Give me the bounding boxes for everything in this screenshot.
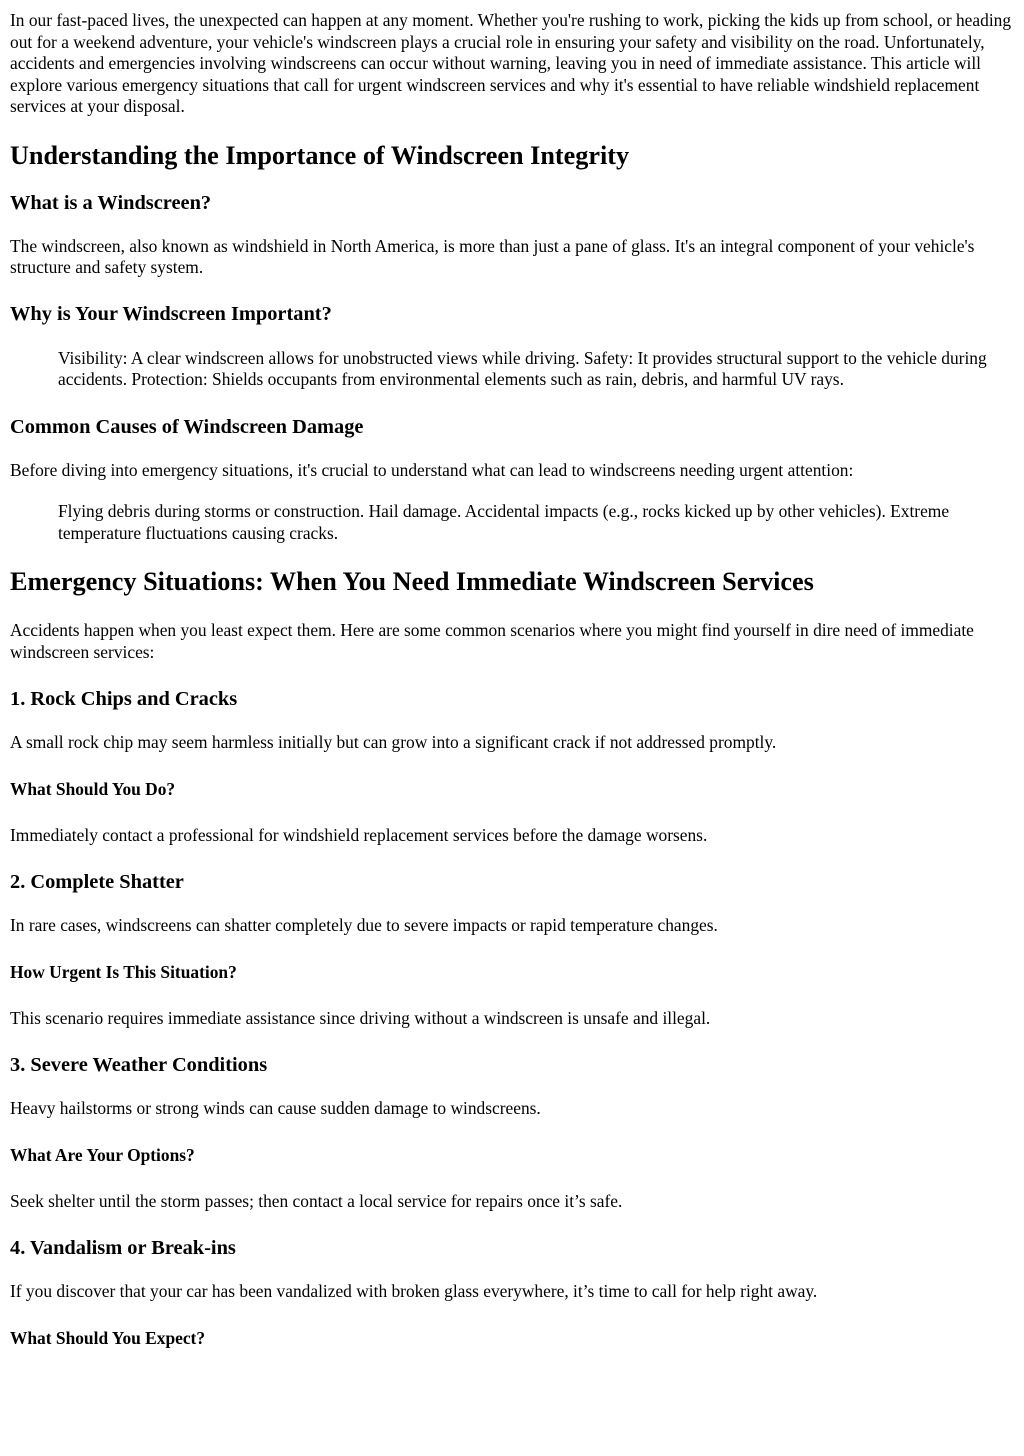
subheading-why-important: Why is Your Windscreen Important? [10, 302, 332, 325]
subheading-what-should-you-do: What Should You Do? [10, 778, 176, 799]
blockquote-why-important: Visibility: A clear windscreen allows for unobstructed views while driving. Safety: It provides structural support to the vehicle during accidents. Protection: Shields occupants from environmental elements such as rain, debris, and harmful UV rays. [58, 347, 987, 389]
subheading-what-are-your-options: What Are Your Options? [10, 1144, 195, 1165]
subheading-vandalism: 4. Vandalism or Break-ins [10, 1237, 236, 1259]
section-heading-emergency: Emergency Situations: When You Need Immediate Windscreen Services [10, 567, 814, 596]
subheading-how-urgent: How Urgent Is This Situation? [10, 961, 237, 982]
blockquote-common-causes: Flying debris during storms or construction. Hail damage. Accidental impacts (e.g., rocks kicked up by other vehicles). Extreme temperature fluctuations causing cracks. [58, 501, 950, 543]
paragraph-vandalism: If you discover that your car has been vandalized with broken glass everywhere, it’s time to call for help right away. [10, 1281, 818, 1301]
section-heading-importance: Understanding the Importance of Windscreen Integrity [10, 140, 630, 170]
subheading-what-should-you-expect: What Should You Expect? [10, 1327, 206, 1348]
paragraph-common-causes: Before diving into emergency situations, it's crucial to understand what can lead to windscreens needing urgent attention: [10, 459, 854, 480]
intro-paragraph: In our fast-paced lives, the unexpected can happen at any moment. Whether you're rushing to work, picking the kids up from school, or heading out for a weekend adventure, your vehicle's windscreen plays a crucial role in ensuring your safety and visibility on the road. Unfortunately, accidents and emergencies involving windscreens can occur without warning, leaving you in need of immediate assistance. This article will explore various emergency situations that call for urgent windscreen services and why it's essential to have reliable windshield replacement services at your disposal. [10, 10, 1012, 116]
subheading-severe-weather: 3. Severe Weather Conditions [10, 1054, 268, 1076]
paragraph-severe-weather: Heavy hailstorms or strong winds can cause sudden damage to windscreens. [10, 1098, 541, 1118]
subheading-complete-shatter: 2. Complete Shatter [10, 871, 184, 893]
paragraph-complete-shatter: In rare cases, windscreens can shatter completely due to severe impacts or rapid temperature changes. [10, 915, 718, 935]
paragraph-what-should-you-do: Immediately contact a professional for windshield replacement services before the damage worsens. [10, 824, 708, 845]
paragraph-emergency-intro: Accidents happen when you least expect them. Here are some common scenarios where you might find yourself in dire need of immediate windscreen services: [10, 620, 974, 662]
paragraph-rock-chips: A small rock chip may seem harmless initially but can grow into a significant crack if not addressed promptly. [10, 732, 777, 752]
paragraph-what-are-your-options: Seek shelter until the storm passes; then contact a local service for repairs once it’s safe. [10, 1190, 623, 1211]
article [0, 10, 1024, 1349]
subheading-common-causes: Common Causes of Windscreen Damage [10, 415, 364, 438]
subheading-what-is-windscreen: What is a Windscreen? [10, 191, 212, 214]
paragraph-what-is-windscreen: The windscreen, also known as windshield in North America, is more than just a pane of glass. It's an integral component of your vehicle's structure and safety system. [10, 235, 975, 277]
paragraph-how-urgent: This scenario requires immediate assistance since driving without a windscreen is unsafe and illegal. [10, 1007, 711, 1028]
subheading-rock-chips: 1. Rock Chips and Cracks [10, 688, 238, 710]
